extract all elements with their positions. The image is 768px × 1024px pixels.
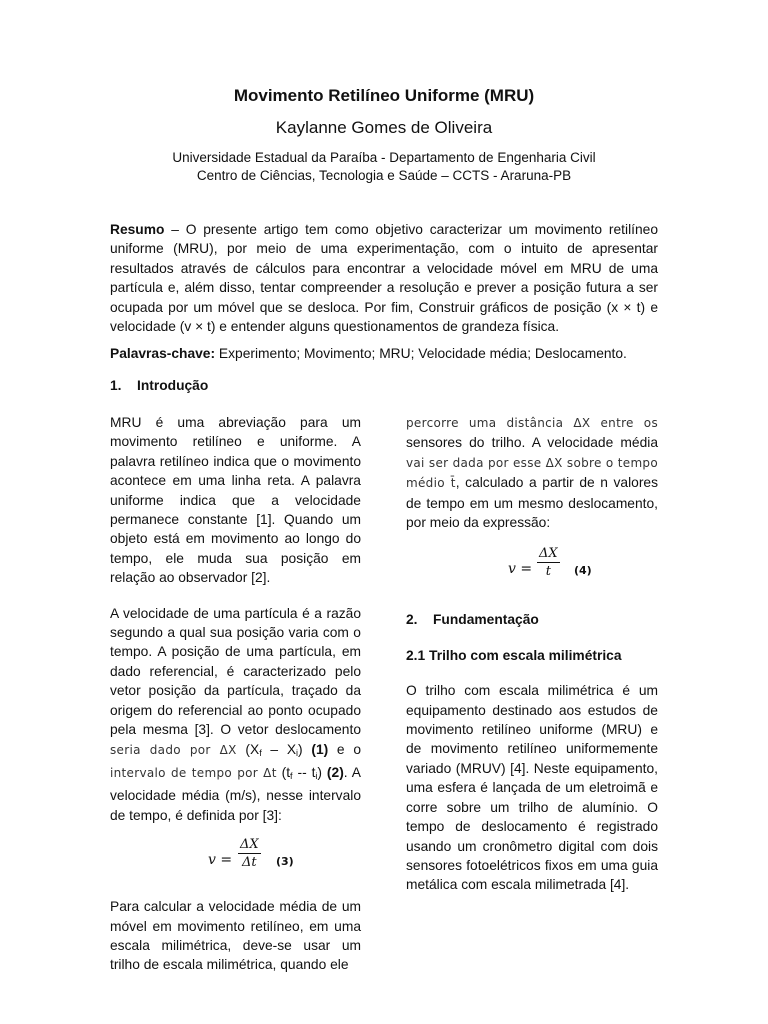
paragraph <box>406 413 658 532</box>
equation-fraction <box>238 837 261 871</box>
text-run: seria dado por ΔX <box>110 742 237 757</box>
text-run: A velocidade de uma partícula é a razão segundo a qual sua posição varia com o tempo. A posição de uma partícula, em dado referencial, é caracterizado pelo vetor posição da partícula, traçado da origem do referencial ao ponto ocupado pela mesma [3]. O vetor deslocamento <box>110 605 361 738</box>
section-title: Fundamentação <box>433 612 539 628</box>
equation-ref: (2) <box>326 764 344 780</box>
affiliation-line-2: Centro de Ciências, Tecnologia e Saúde – CCTS - Araruna-PB <box>196 168 572 183</box>
equation-ref: (1) <box>311 741 329 757</box>
subscript: f <box>259 747 262 758</box>
paragraph: MRU é uma abreviação para um movimento retilíneo e uniforme. A palavra retilíneo indica que o movimento acontece em uma linha reta. A palavra uniforme indica que a velocidade permanece constante [1]. Quando um objeto está em movimento ao longo do tempo, ele muda sua posição em relação ao observador [2]. <box>110 415 361 586</box>
equation-tag: (4) <box>574 564 592 578</box>
equation-denominator: t̄ <box>545 564 551 580</box>
equation-lhs: v = <box>508 561 533 578</box>
text-run: – X <box>261 741 297 757</box>
text-run: -- t <box>292 764 316 780</box>
text-run: (X <box>236 741 260 757</box>
subscript: i <box>315 770 318 781</box>
left-column <box>110 413 361 975</box>
keywords-text: Experimento; Movimento; MRU; Velocidade média; Deslocamento. <box>215 346 627 361</box>
equation-lhs: v = <box>208 852 233 869</box>
section-heading-fundamentacao <box>406 610 658 629</box>
affiliation-line-1: Universidade Estadual da Paraíba - Departamento de Engenharia Civil <box>172 150 596 165</box>
section-number: 1. <box>110 378 122 393</box>
text-run: sensores do trilho. A velocidade média <box>406 435 658 451</box>
abstract <box>110 220 658 336</box>
subsection-title: Trilho com escala milimétrica <box>429 647 622 663</box>
equation-tag: (3) <box>276 855 294 869</box>
text-run: ) <box>317 764 327 780</box>
abstract-text: – O presente artigo tem como objetivo caracterizar um movimento retilíneo uniforme (MRU), por meio de uma experimentação, com o intuito de apresentar resultados através de cálculos para encontrar a velocidade móvel em MRU de uma partícula e, além disso, tentar compreender a resolução e prever a posição futura a ser ocupada por um móvel que se desloca. Por fim, Construir gráficos de posição (x × t) e velocidade (v × t) e entender alguns questionamentos de grandeza física. <box>110 222 658 335</box>
paragraph: Para calcular a velocidade média de um móvel em movimento retilíneo, em uma escala milimétrica, deve-se usar um trilho de escala milimétrica, quando ele <box>110 899 361 973</box>
text-run: (t <box>276 764 291 780</box>
author-name: Kaylanne Gomes de Oliveira <box>275 118 493 137</box>
equation-denominator: Δt <box>242 855 257 871</box>
equation-fraction <box>537 546 560 580</box>
section-heading-introducao <box>110 378 208 393</box>
equation-4 <box>406 546 658 592</box>
text-run: . A velocidade média (m/s), nesse intervalo de tempo, é definida por [3]: <box>110 764 361 823</box>
subscript: i <box>296 747 299 758</box>
text-run: e o <box>328 741 361 757</box>
section-number: 2. <box>406 612 418 628</box>
text-run: percorre uma distância ΔX entre os <box>406 416 658 430</box>
subscript: f <box>290 770 293 781</box>
equation-3 <box>110 837 361 883</box>
abstract-label: Resumo <box>110 222 165 237</box>
right-column <box>406 413 658 895</box>
paragraph: O trilho com escala milimétrica é um equipamento destinado aos estudos de movimento retilíneo uniforme (MRU) e de movimento retilíneo uniformemente variado (MRUV) [4]. Neste equipamento, uma esfera é lançada de um eletroimã e corre sobre um trilho de alumínio. O tempo de deslocamento é registrado usando um cronômetro digital com dois sensores fotoelétricos fixos em uma guia metálica com escala milimetrada [4]. <box>406 683 658 893</box>
text-run: , calculado a partir de n valores de tempo em um mesmo deslocamento, por meio da expressão: <box>406 475 658 531</box>
equation-numerator: ΔX <box>539 546 558 562</box>
paragraph <box>110 604 361 825</box>
text-run: vai ser dada por esse ΔX sobre o tempo médio t̄ <box>406 455 658 491</box>
subsection-heading-trilho <box>406 646 658 665</box>
section-title: Introdução <box>137 378 209 393</box>
keywords-label: Palavras-chave: <box>110 346 216 361</box>
text-run: ) <box>298 741 312 757</box>
equation-numerator: ΔX <box>240 837 259 853</box>
paper-title: Movimento Retilíneo Uniforme (MRU) <box>233 86 535 105</box>
subsection-number: 2.1 <box>406 647 426 663</box>
keywords <box>110 344 658 363</box>
text-run: intervalo de tempo por Δt <box>110 765 277 780</box>
